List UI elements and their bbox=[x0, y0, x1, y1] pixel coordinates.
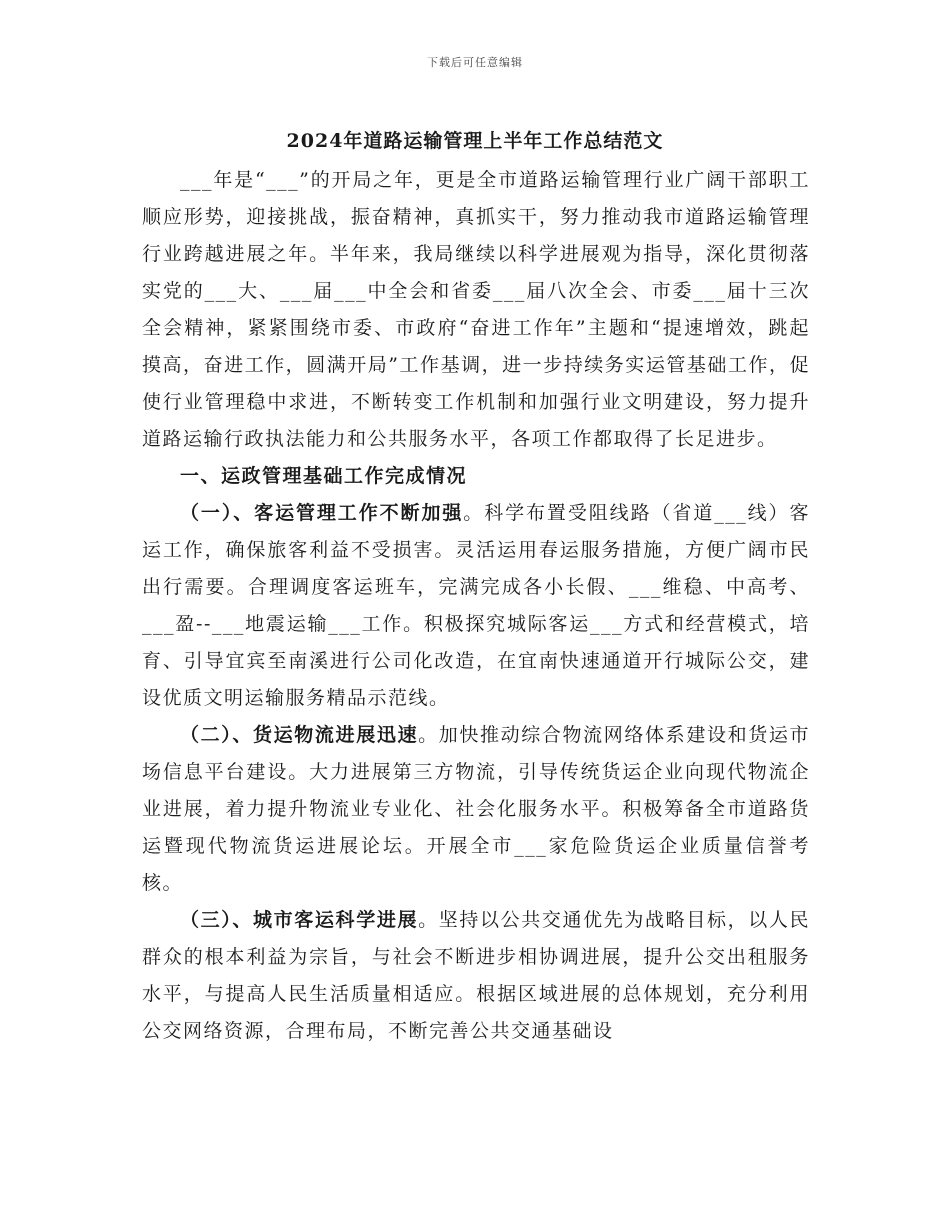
paragraph-lead: （三）、城市客运科学进展 bbox=[180, 909, 419, 931]
paragraph-text: ___年是“___”的开局之年，更是全市道路运输管理行业广阔干部职工顺应形势，迎接挑战，振奋精神，真抓实干，努力推动我市道路运输管理行业跨越进展之年。半年来，我局继续以科学进展观为指导，深化贯彻落实党的___大、___届___中全会和省委___届八次全会、市委___届十三次全会精神，紧紧围绕市委、市政府“奋进工作年”主题和“提速增效，跳起摸高，奋进工作，圆满开局”工作基调，进一步持续务实运管基础工作，促使行业管理稳中求进，不断转变工作机制和加强行业文明建设，努力提升道路运输行政执法能力和公共服务水平，各项工作都取得了长足进步。 bbox=[142, 169, 810, 450]
document-body bbox=[142, 162, 810, 1050]
paragraph-text: 。坚持以公共交通优先为战略目标，以人民群众的根本利益为宗旨，与社会不断进步相协调进展，提升公交出租服务水平，与提高人民生活质量相适应。根据区域进展的总体规划，充分利用公交网络资源，合理布局，不断完善公共交通基础设 bbox=[142, 909, 810, 1042]
section-heading: 一、运政管理基础工作完成情况 bbox=[180, 465, 468, 487]
paragraph-intro bbox=[142, 162, 810, 458]
header-note: 下载后可任意编辑 bbox=[427, 56, 523, 69]
paragraph-urban-transport bbox=[142, 902, 810, 1050]
document-title: 2024年道路运输管理上半年工作总结范文 bbox=[286, 130, 664, 152]
paragraph-lead: （二）、货运物流进展迅速 bbox=[180, 724, 419, 746]
paragraph-text: 。加快推动综合物流网络体系建设和货运市场信息平台建设。大力进展第三方物流，引导传统货运企业向现代物流企业进展，着力提升物流业专业化、社会化服务水平。积极筹备全市道路货运暨现代物流货运进展论坛。开展全市___家危险货运企业质量信誉考核。 bbox=[142, 724, 810, 894]
paragraph-freight-logistics bbox=[142, 717, 810, 902]
paragraph-lead: （一）、客运管理工作不断加强 bbox=[180, 502, 464, 524]
paragraph-text: 。科学布置受阻线路（省道___线）客运工作，确保旅客利益不受损害。灵活运用春运服务措施，方便广阔市民出行需要。合理调度客运班车，完满完成各小长假、___维稳、中高考、___盈--___地震运输___工作。积极探究城际客运___方式和经营模式，培育、引导宜宾至南溪进行公司化改造，在宜南快速通道开行城际公交，建设优质文明运输服务精品示范线。 bbox=[142, 502, 810, 709]
paragraph-passenger-transport bbox=[142, 495, 810, 717]
